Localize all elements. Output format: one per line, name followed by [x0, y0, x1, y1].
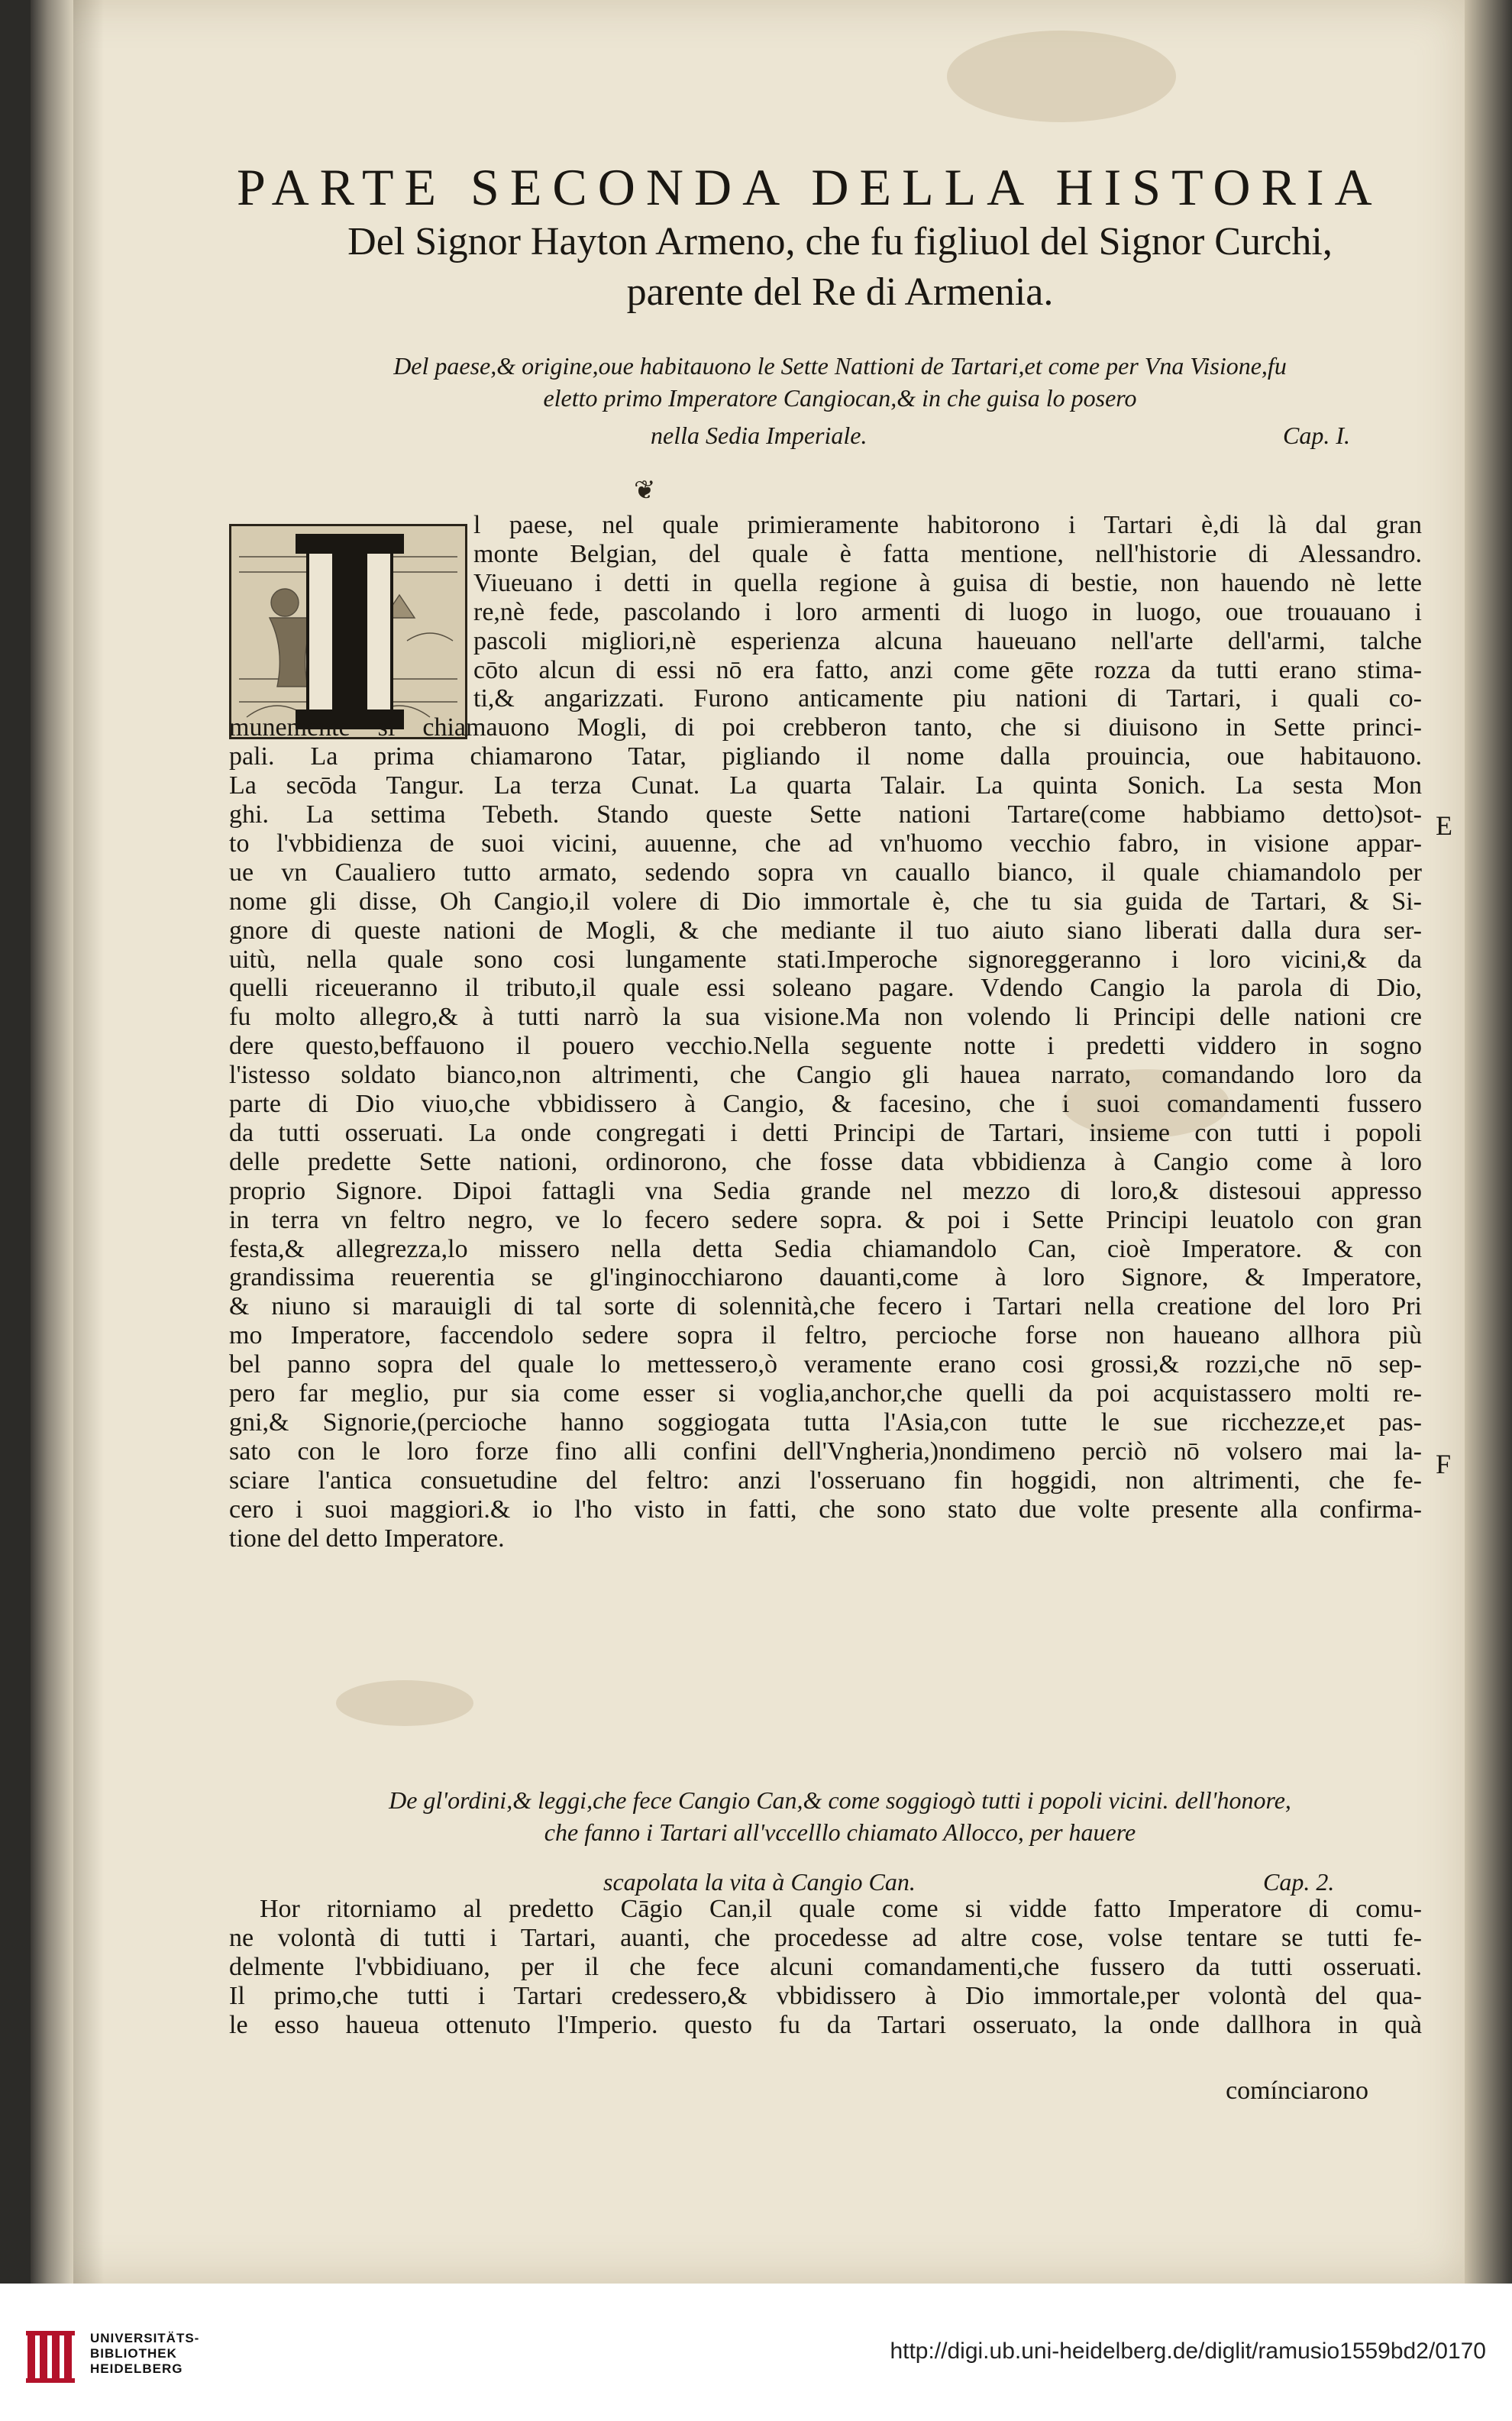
page-title: PARTE SECONDA DELLA HISTORIA — [237, 158, 1383, 216]
library-name-line: UNIVERSITÄTS- — [90, 2331, 200, 2345]
text-line: festa,& allegrezza,lo missero nella detta Sedia chiamandolo Can, cioè Imperatore. & con — [229, 1235, 1422, 1263]
catchword: comínciarono — [1226, 2077, 1368, 2105]
text-line: dere questo,beffauono il pouero vecchio.Nella seguente notte i predetti viddero in sogno — [229, 1032, 1422, 1060]
text-line: sciare l'antica consuetudine del feltro: anzi l'osseruano fin hoggidi, non altrimenti, che fe- — [229, 1466, 1422, 1495]
margin-letter: F — [1436, 1449, 1452, 1479]
chapter-1-heading — [229, 350, 1451, 414]
subtitle-line: Del Signor Hayton Armeno, che fu figliuol del Signor Curchi, — [347, 220, 1333, 263]
text-line: pali. La prima chiamarono Tatar, pigliando il nome dalla prouincia, oue habitauono. — [229, 742, 1422, 771]
page-edge — [1465, 0, 1512, 2284]
text-line: parte di Dio viuo,che vbbidissero à Cangio, & facesino, che i suoi comandamenti fussero — [229, 1090, 1422, 1118]
library-name-line: HEIDELBERG — [90, 2361, 183, 2376]
subtitle-line: parente del Re di Armenia. — [626, 270, 1054, 314]
text-line: pascoli migliori,nè esperienza alcuna haueuano nell'arte dell'armi, talche — [473, 627, 1422, 655]
text-line: munemente si chiamauono Mogli, di poi crebberon tanto, che si diuisono in Sette princi- — [229, 713, 1422, 742]
university-library-logo-icon — [23, 2328, 81, 2386]
text-line: fu molto allegro,& à tutti narrò la sua visione.Ma non volendo li Principi delle nationi cre — [229, 1003, 1422, 1031]
text-line: delmente l'vbbidiuano, per il che fece alcuni comandamenti,che fussero da tutti osseruati. — [229, 1953, 1422, 1981]
text-line: & niuno si marauigli di tal sorte di solennità,che fecero i Tartari nella creatione del loro Pri — [229, 1292, 1422, 1320]
text-line: nome gli disse, Oh Cangio,il volere di Dio immortale è, che tu sia guida de Tartari, & Si- — [229, 887, 1422, 916]
chapter-heading-line: De gl'ordini,& leggi,che fece Cangio Can,& come soggiogò tutti i popoli vicini. dell'honore, — [389, 1786, 1291, 1814]
chapter-heading-line: scapolata la vita à Cangio Can. — [603, 1868, 916, 1896]
text-line: ue vn Caualiero tutto armato, sedendo sopra vn cauallo bianco, il quale chiamandolo per — [229, 858, 1422, 887]
text-line: pero far meglio, pur sia come esser si voglia,anchor,che quelli da poi acquistassero molti re- — [229, 1379, 1422, 1408]
text-line: bel panno sopra del quale lo mettessero,ò veramente erano cosi grossi,& rozzi,che nō sep- — [229, 1350, 1422, 1379]
text-line: sato con le loro forze fino alli confini dell'Vngheria,)nondimeno perciò nō volsero mai la- — [229, 1437, 1422, 1466]
text-line: to l'vbbidienza de suoi vicini, auuenne, che ad vn'huomo vecchio fabro, in visione appar- — [229, 829, 1422, 858]
text-line: proprio Signore. Dipoi fattagli vna Sedia grande nel mezzo di loro,& distesoui appresso — [229, 1177, 1422, 1205]
chapter-1-number: Cap. I. — [1283, 422, 1350, 449]
text-line: ne volontà di tutti i Tartari, auanti, che procedesse ad altre cose, volse tentare se tutti fe- — [229, 1924, 1422, 1952]
text-line: Viueuano i detti in quella regione à guisa di bestie, non hauendo nè lette — [473, 569, 1422, 597]
chapter-heading-line: Del paese,& origine,oue habitauono le Sette Nattioni de Tartari,et come per Vna Visione,fu — [393, 352, 1287, 380]
text-line: monte Belgian, del quale è fatta mentione, nell'historie di Alessandro. — [473, 540, 1422, 568]
decorated-initial-I — [229, 524, 467, 739]
text-line: cōto alcun di essi nō era fatto, anzi come gēte rozza da tutti erano stima- — [473, 656, 1422, 684]
chapter-heading-line: nella Sedia Imperiale. — [651, 422, 867, 449]
gutter-shadow — [73, 0, 104, 2284]
text-line: l paese, nel quale primieramente habitorono i Tartari è,di là dal gran — [473, 511, 1422, 539]
text-line: le esso haueua ottenuto l'Imperio. questo fu da Tartari osseruato, la onde dallhora in quà — [229, 2011, 1422, 2039]
text-line: grandissima reuerentia se gl'inginocchiarono dauanti,come à loro Signore, & Imperatore, — [229, 1263, 1422, 1291]
text-line: gnore di queste nationi de Mogli, & che mediante il tuo aiuto siano liberati dalla dura ser- — [229, 916, 1422, 945]
margin-letter: E — [1436, 810, 1452, 841]
text-line: Hor ritorniamo al predetto Cāgio Can,il quale come si vidde fatto Imperatore di comu- — [260, 1895, 1422, 1923]
library-name-line: BIBLIOTHEK — [90, 2346, 177, 2361]
text-line: delle predette Sette nationi, ordinorono, che fosse data vbbidienza à Cangio come à loro — [229, 1148, 1422, 1176]
text-line: l'istesso soldato bianco,non altrimenti, che Cangio gli hauea narrato, comandando loro da — [229, 1061, 1422, 1089]
text-line: in terra vn feltro negro, ve lo fecero sedere sopra. & poi i Sette Principi leuatolo con gran — [229, 1206, 1422, 1234]
text-line: tione del detto Imperatore. — [229, 1524, 505, 1553]
source-url-link[interactable]: http://digi.ub.uni-heidelberg.de/diglit/ramusio1559bd2/0170 — [890, 2339, 1486, 2364]
text-line: cero i suoi maggiori.& io l'ho visto in fatti, che sono stato due volte presente alla confirma- — [229, 1495, 1422, 1524]
text-line: re,nè fede, pascolando i loro armenti di luogo in luogo, oue trouauano i — [473, 598, 1422, 626]
text-line: ghi. La settima Tebeth. Stando queste Sette nationi Tartare(come habbiamo detto)sot- — [229, 800, 1422, 829]
chapter-2-number: Cap. 2. — [1263, 1868, 1335, 1896]
chapter-heading-line: eletto primo Imperatore Cangiocan,& in che guisa lo posero — [543, 384, 1137, 412]
page-subtitle — [229, 217, 1451, 318]
chapter-heading-line: che fanno i Tartari all'vccelllo chiamato Allocco, per hauere — [544, 1818, 1136, 1846]
fleuron-ornament: ❦ — [634, 475, 656, 506]
book-spine — [31, 0, 73, 2284]
library-name — [90, 2331, 199, 2377]
text-line: Il primo,che tutti i Tartari credessero,& vbbidissero à Dio immortale,per volontà del qua- — [229, 1982, 1422, 2010]
text-line: quelli riceueranno il tributo,il quale essi soleano pagare. Vdendo Cangio la parola di Dio, — [229, 974, 1422, 1002]
text-line: ti,& angarizzati. Furono anticamente piu nationi di Tartari, i quali co- — [473, 684, 1422, 713]
text-line: da tutti osseruati. La onde congregati i detti Principi de Tartari, insieme con tutti i popoli — [229, 1119, 1422, 1147]
text-line: gni,& Signorie,(percioche hanno soggiogata tutta l'Asia,con tutte le sue ricchezze,et pas- — [229, 1408, 1422, 1437]
chapter-2-heading — [229, 1784, 1451, 1848]
text-line: uitù, nella quale sono cosi lungamente stati.Imperoche signoreggeranno i loro vicini,& da — [229, 945, 1422, 974]
text-line: mo Imperatore, faccendolo sedere sopra il feltro, percioche forse non haueano allhora più — [229, 1321, 1422, 1349]
text-line: La secōda Tangur. La terza Cunat. La quarta Talair. La quinta Sonich. La sesta Mon — [229, 771, 1422, 800]
